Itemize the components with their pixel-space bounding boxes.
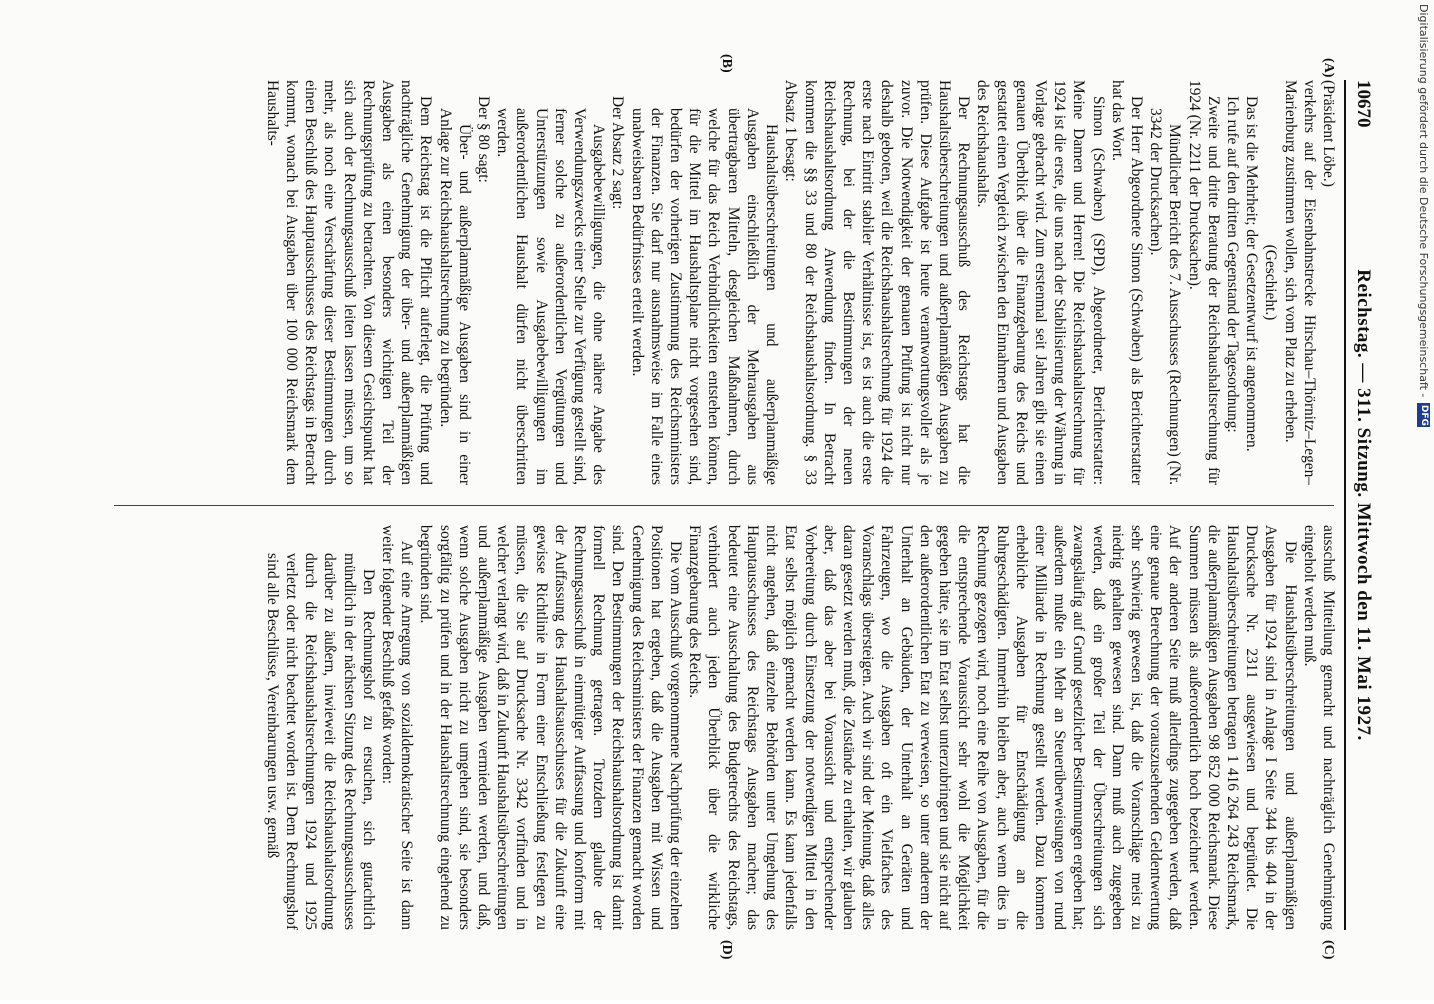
margin-mark-a: (A) [1321, 58, 1336, 78]
paragraph: ausschuß Mitteilung gemacht und nachträglich Genehmigung eingeholt werden muß. [1300, 525, 1337, 930]
paragraph: Auf eine Anregung von sozialdemokratischer Seite ist dann weiter folgender Beschluß gefaßt worden: [379, 525, 416, 930]
paragraph: Zweite und dritte Beratung der Reichshaushaltsrechnung für 1924 (Nr. 2211 der Drucksachen). [1185, 80, 1222, 485]
digitization-credit-text: Digitalisierung gefördert durch die Deutsche Forschungsgemeinschaft - [1417, 4, 1431, 398]
left-column [108, 80, 1338, 485]
paragraph: Mündlicher Bericht des 7. Ausschusses (Rechnungen) (Nr. 3342 der Drucksachen). [1147, 108, 1184, 485]
paragraph: Über- und außerplanmäßige Ausgaben sind in einer Anlage zur Reichshaushaltsrechnung zu begründen. [436, 108, 473, 485]
paragraph: Der Herr Abgeordnete Simon (Schwaben) als Berichterstatter hat das Wort. [1108, 80, 1145, 485]
paragraph: Das ist die Mehrheit; der Gesetzentwurf ist angenommen. [1243, 96, 1261, 452]
paragraph: verkehrs auf der Eisenbahnstrecke Hirschau–Thörnitz–Legen–Marienburg zustimmen wollen, sich vom Platz zu erheben. [1281, 80, 1318, 485]
paragraph: Simon (Schwaben) (SPD), Abgeordneter, Berichterstatter: Meine Damen und Herren! Die Reichshaushaltsrechnung für 1924 ist die erste, die uns nach der Stabilisierung der Währung in Vorlage gebracht wird. Zum erstenmal seit Jahren gibt sie einen genauen Überblick über die Finanzgebarung des Reichs und gestattet einen Vergleich zwischen den Einnahmen und Ausgaben des Reichshaushalts. [974, 80, 1107, 485]
page-header [1344, 80, 1374, 930]
column-divider [114, 505, 1334, 506]
paragraph: (Präsident Löbe.) [1320, 80, 1337, 187]
margin-mark-d: (D) [719, 940, 734, 960]
margin-mark-c: (C) [1321, 940, 1336, 960]
paragraph: Der Rechnungsausschuß des Reichstags hat die Haushaltsüberschreitungen und außerplanmäßigen Ausgaben zu prüfen. Diese Aufgabe ist heute verantwortungsvoller als je zuvor. Die Notwendigkeit der genauen Prüfung ist nicht nur deshalb geboten, weil die Reichshaushaltsrechnung für 1924 die erste nach Eintritt stabiler Verhältnisse ist, es ist auch die erste Rechnung, bei der die Bestimmungen der neuen Reichshaushaltsordnung Anwendung finden. In Betracht kommen die §§ 33 und 80 der Reichshaushaltsordnung. § 33 Absatz 1 besagt: [782, 80, 973, 485]
paragraph: Ich rufe auf den dritten Gegenstand der Tagesordnung: [1223, 96, 1241, 433]
digitization-credit [1414, 0, 1434, 1004]
right-column [108, 525, 1338, 930]
paragraph: Der Absatz 2 sagt: [609, 96, 627, 210]
paragraph: Dem Reichstag ist die Pflicht auferlegt, die Prüfung und nachträgliche Genehmigung der über- und außerplanmäßigen Ausgaben als einen besonders wichtigen Teil der Rechnungsprüfung zu betrachten. Von diesem Gesichtspunkt hat sich auch der Rechnungsausschuß leiten lassen müssen, um so mehr, als noch eine Verschärfung dieser Bestimmungen durch einen Beschluß des Hauptausschusses des Reichstags in Betracht kommt, wonach bei Ausgaben über 100 000 Reichsmark dem Haushalts- [263, 80, 435, 485]
paragraph: Der § 80 sagt: [475, 96, 493, 183]
paragraph: Ausgabebewilligungen, die ohne nähere Angabe des Verwendungszwecks einer Stelle zur Verfügung gestellt sind, ferner solche zu außerordentlichen Vergütungen und Unterstützungen sowie Ausgabebewilligungen im außerordentlichen Haushalt dürfen nicht überschritten werden. [494, 108, 608, 485]
paragraph: (Geschieht.) [1262, 244, 1280, 321]
dfg-logo-icon: DFG [1419, 404, 1430, 426]
paragraph: Die Haushaltsüberschreitungen und außerplanmäßigen Ausgaben für 1924 sind in Anlage I Seite 344 bis 404 in der Drucksache Nr. 2311 ausgewiesen und begründet. Die Haushaltsüberschreitungen betragen 1 416 264 243 Reichsmark, die außerplanmäßigen Ausgaben 98 852 000 Reichsmark. Diese Summen müssen als außerordentlich hoch bezeichnet werden. Auf der anderen Seite muß allerdings zugegeben werden, daß eine genaue Berechnung der vorauszusehenden Geldentwertung sehr schwierig gewesen ist, daß die Voranschläge meist zu niedrig gehalten gewesen sind. Dann muß auch zugegeben werden, daß ein großer Teil der Überschreitungen sich zwangsläufig auf Grund gesetzlicher Bestimmungen ergeben hat; außerdem mußte ein Mehr an Steuerüberweisungen von rund einer Milliarde in Rechnung gestellt werden. Dazu kommen erhebliche Ausgaben für Entschädigung an die Ruhrgeschädigten. Immerhin bleiben aber, auch wenn dies in Rechnung gezogen wird, noch eine Reihe von Ausgaben, für die die entsprechende Voraussicht sehr wohl die Möglichkeit gegeben hätte, sie im Etat selbst unterzubringen und sie nicht auf den außerordentlichen Etat zu verweisen, so unter anderem der Unterhalt an Gebäuden, der Unterhalt an Geräten und Fahrzeugen, wo die Ausgaben oft ein Vielfaches des Voranschlags übersteigen. Auch wir sind der Meinung, daß alles daran gesetzt werden muß, die Zustände zu erhalten, wir glauben aber, daß das aber bei Voraussicht und entsprechender Vorbereitung durch Einsetzung der notwendigen Mittel in den Etat selbst möglich gemacht werden kann. Es kann jedenfalls nicht angehen, daß einzelne Behörden unter Umgehung des Hauptausschusses des Reichstags Ausgaben machen; das bedeutet eine Ausschaltung des Budgetrechts des Reichstags, verhindert auch jeden Überblick über die wirkliche Finanzgebarung des Reichs. [686, 525, 1299, 930]
page-number: 10670 [1353, 80, 1374, 128]
paragraph: Haushaltsüberschreitungen und außerplanmäßige Ausgaben einschließlich der Mehrausgaben aus übertragbaren Mitteln, desgleichen Maßnahmen, durch welche für das Reich Verbindlichkeiten entstehen können, für die Mittel im Haushaltsplane nicht vorgesehen sind, bedürfen der vorherigen Zustimmung des Reichsministers der Finanzen. Sie darf nur ausnahmsweise im Falle eines unabweisbaren Bedürfnisses erteilt werden. [628, 108, 781, 485]
paragraph: Die vom Ausschuß vorgenommene Nachprüfung der einzelnen Positionen hat ergeben, daß die Ausgaben mit Wissen und Genehmigung des Reichsministers der Finanzen gemacht worden sind. Den Bestimmungen der Reichshaushaltsordnung ist damit formell Rechnung getragen. Trotzdem glaubte der Rechnungsausschuß in einmütiger Auffassung und konform mit der Auffassung des Haushaltsausschusses für die Zukunft eine gewisse Richtlinie in Form einer Entschließung festlegen zu müssen, die Sie auf Drucksache Nr. 3342 vorfinden und in welcher verlangt wird, daß in Zukunft Haushaltsüberschreitungen und außerplanmäßige Ausgaben vermieden werden, und daß, wenn solche Ausgaben nicht zu umgehen sind, sie besonders sorgfältig zu prüfen und in der Haushaltsrechnung eingehend zu begründen sind. [417, 525, 685, 930]
page-title: Reichstag. — 311. Sitzung. Mittwoch den 11. Mai 1927. [1353, 269, 1374, 741]
paragraph: Den Rechnungshof zu ersuchen, sich gutachtlich mündlich in der nächsten Sitzung des Rechnungsausschusses darüber zu äußern, inwieweit die Reichshaushaltsordnung durch die Reichshaushaltsrechnungen 1924 und 1925 verletzt oder nicht beachtet worden ist. Dem Rechnungshof sind alle Beschlüsse, Vereinbarungen usw. gemäß [263, 553, 377, 930]
margin-mark-b: (B) [719, 54, 734, 73]
